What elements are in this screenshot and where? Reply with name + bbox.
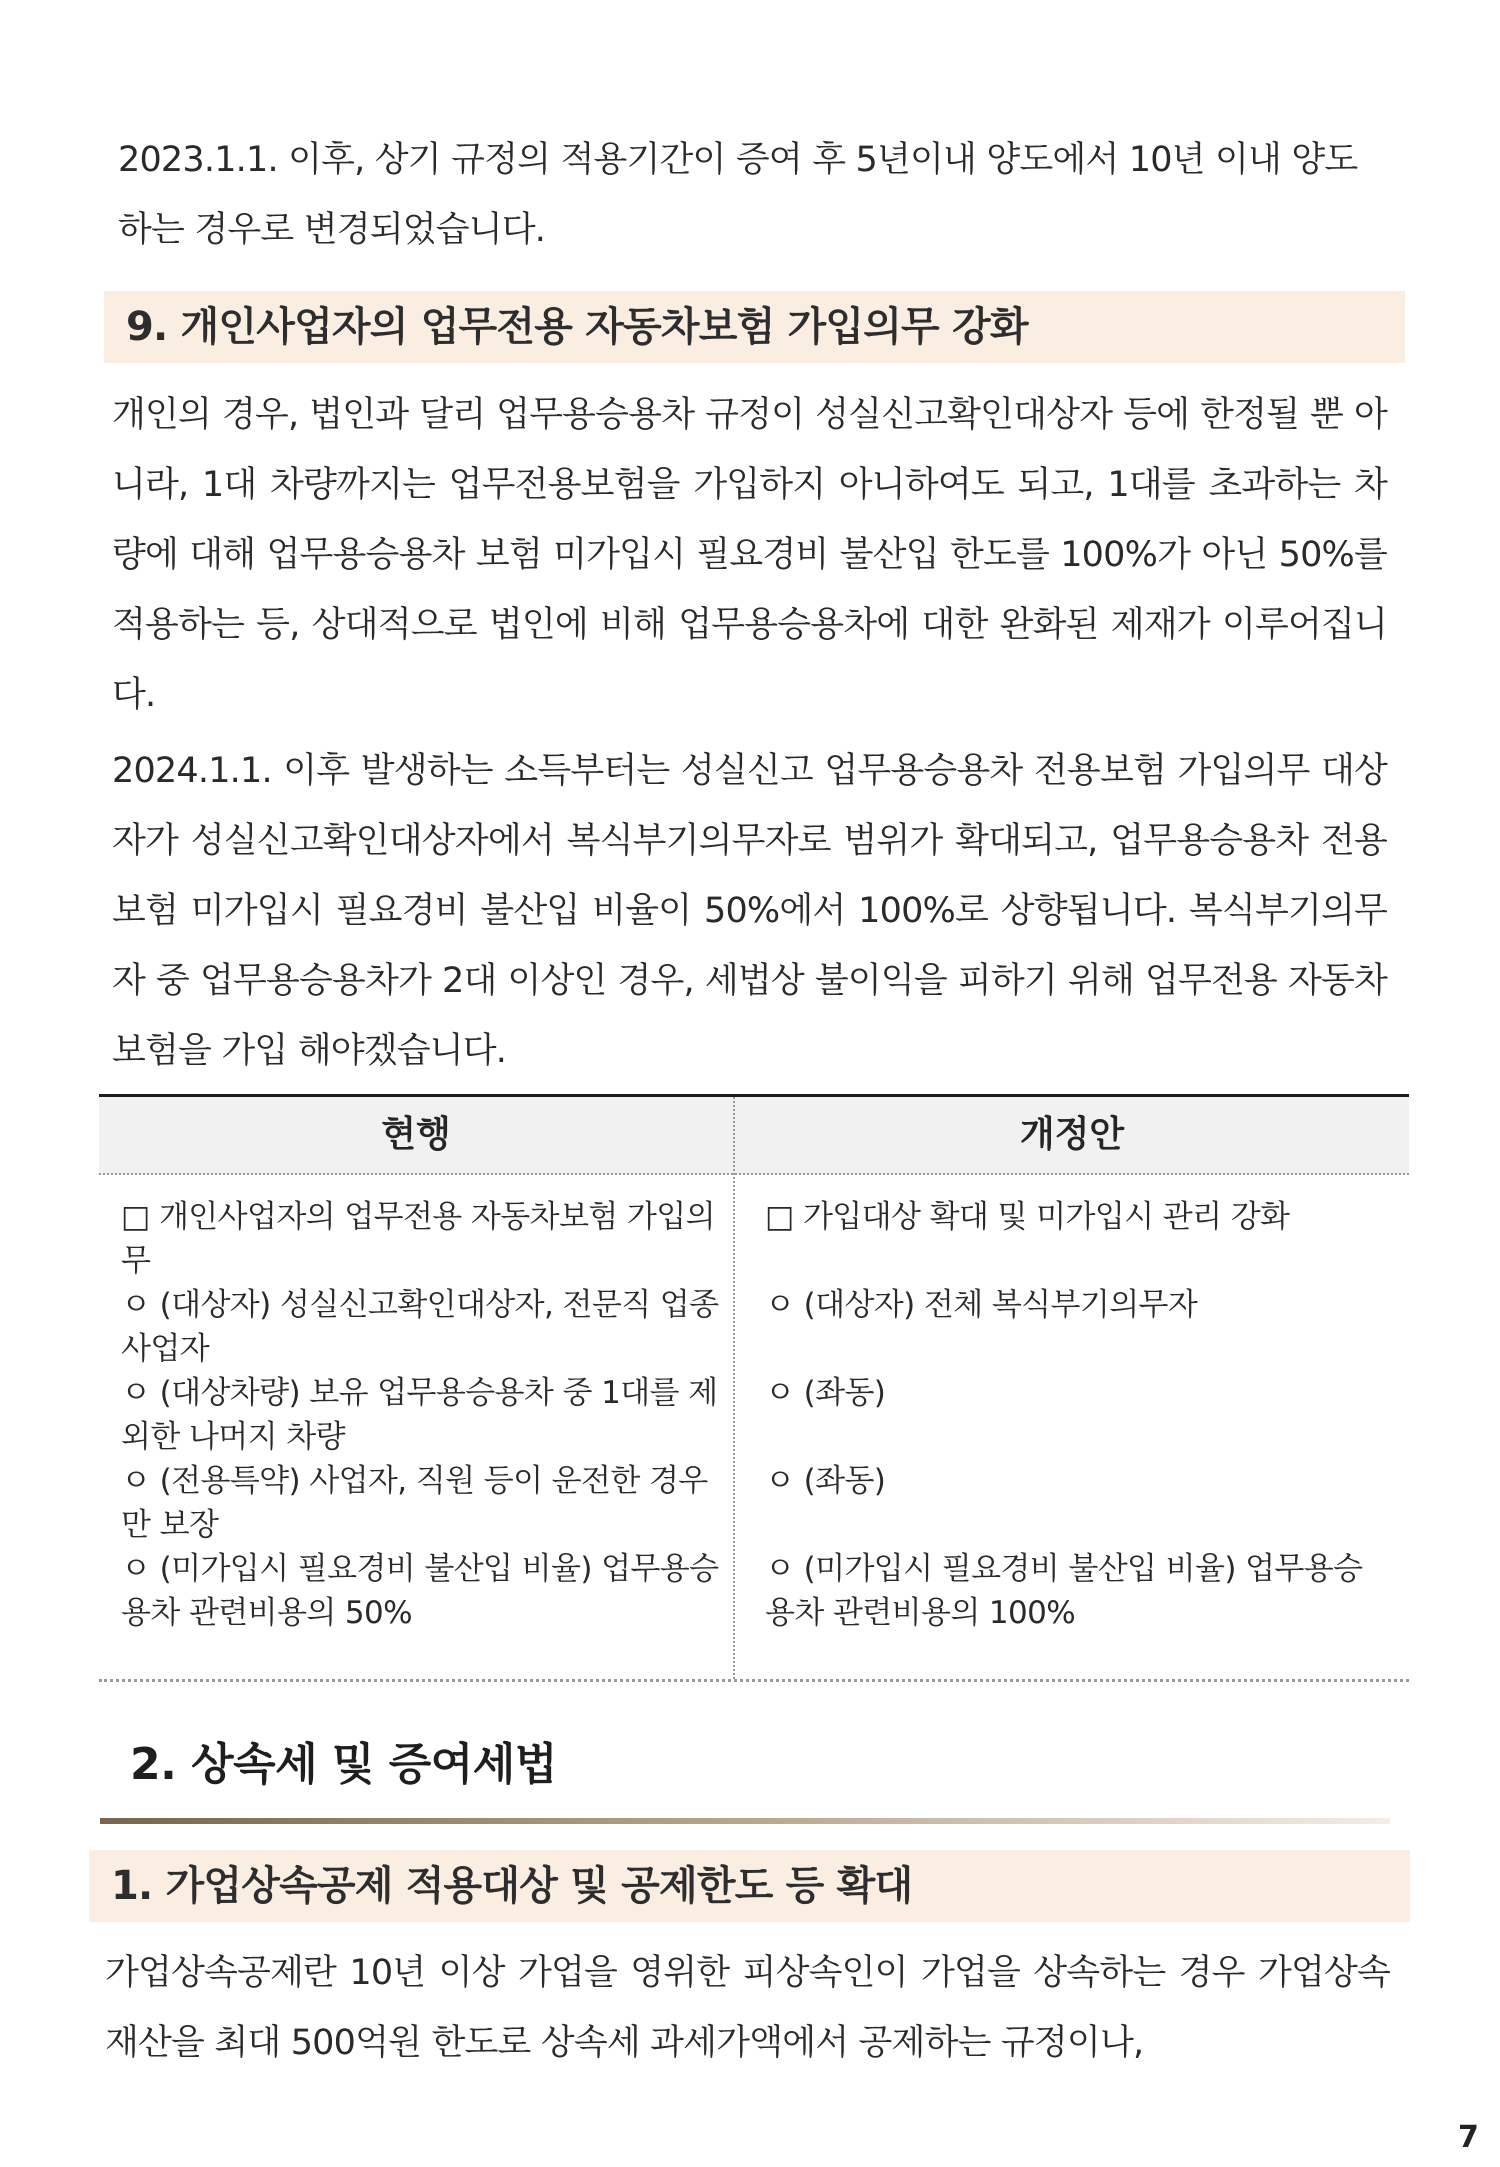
section-9-heading bbox=[104, 291, 1405, 363]
section-9-paragraph-1: 개인의 경우, 법인과 달리 업무용승용차 규정이 성실신고확인대상자 등에 한정될 뿐 아니라, 1대 차량까지는 업무전용보험을 가입하지 아니하여도 되고, 1대를 초과하는 차량에 대해 업무용승용차 보험 미가입시 필요경비 불산입 한도를 100%가 아닌 50%를 적용하는 등, 상대적으로 법인에 비해 업무용승용차에 대한 완화된 제재가 이루어집니다. bbox=[112, 395, 1387, 715]
section-9-title: 9. 개인사업자의 업무전용 자동차보험 가입의무 강화 bbox=[126, 304, 1028, 350]
section-1-heading bbox=[89, 1850, 1410, 1922]
current-item: □ 개인사업자의 업무전용 자동차보험 가입의무 bbox=[121, 1199, 715, 1279]
header-revised: 개정안 bbox=[1019, 1114, 1125, 1155]
page-number: 7 bbox=[1458, 2120, 1479, 2155]
column-divider bbox=[733, 1097, 735, 1679]
revised-item: ㅇ (대상자) 전체 복식부기의무자 bbox=[765, 1287, 1198, 1323]
section-1-title: 1. 가업상속공제 적용대상 및 공제한도 등 확대 bbox=[111, 1863, 913, 1909]
comparison-table-header bbox=[99, 1097, 1409, 1175]
intro-paragraph: 2023.1.1. 이후, 상기 규정의 적용기간이 증여 후 5년이내 양도에서 10년 이내 양도하는 경우로 변경되었습니다. bbox=[118, 140, 1358, 250]
current-item: ㅇ (대상자) 성실신고확인대상자, 전문직 업종 사업자 bbox=[121, 1287, 719, 1367]
revised-item: ㅇ (미가입시 필요경비 불산입 비율) 업무용승용차 관련비용의 100% bbox=[765, 1551, 1363, 1631]
current-item: ㅇ (미가입시 필요경비 불산입 비율) 업무용승용차 관련비용의 50% bbox=[121, 1551, 719, 1631]
chapter-divider bbox=[100, 1818, 1390, 1824]
current-column bbox=[121, 1195, 721, 1635]
revised-item: ㅇ (좌동) bbox=[765, 1463, 886, 1499]
current-item: ㅇ (대상차량) 보유 업무용승용차 중 1대를 제외한 나머지 차량 bbox=[121, 1375, 718, 1455]
section-1-paragraph: 가업상속공제란 10년 이상 가업을 영위한 피상속인이 가업을 상속하는 경우 가업상속재산을 최대 500억원 한도로 상속세 과세가액에서 공제하는 규정이나, bbox=[105, 1953, 1390, 2063]
revised-item: □ 가입대상 확대 및 미가입시 관리 강화 bbox=[765, 1199, 1290, 1235]
chapter-2-title: 2. 상속세 및 증여세법 bbox=[130, 1739, 557, 1790]
header-current: 현행 bbox=[381, 1114, 451, 1155]
current-item: ㅇ (전용특약) 사업자, 직원 등이 운전한 경우만 보장 bbox=[121, 1463, 708, 1543]
revised-column bbox=[765, 1195, 1385, 1635]
revised-item: ㅇ (좌동) bbox=[765, 1375, 886, 1411]
section-9-paragraph-2: 2024.1.1. 이후 발생하는 소득부터는 성실신고 업무용승용차 전용보험 가입의무 대상자가 성실신고확인대상자에서 복식부기의무자로 범위가 확대되고, 업무용승용차 전용 보험 미가입시 필요경비 불산입 비율이 50%에서 100%로 상향됩니다. 복식부기의무자 중 업무용승용차가 2대 이상인 경우, 세법상 불이익을 피하기 위해 업무전용 자동차보험을 가입 해야겠습니다. bbox=[112, 751, 1387, 1071]
comparison-table bbox=[99, 1094, 1409, 1682]
